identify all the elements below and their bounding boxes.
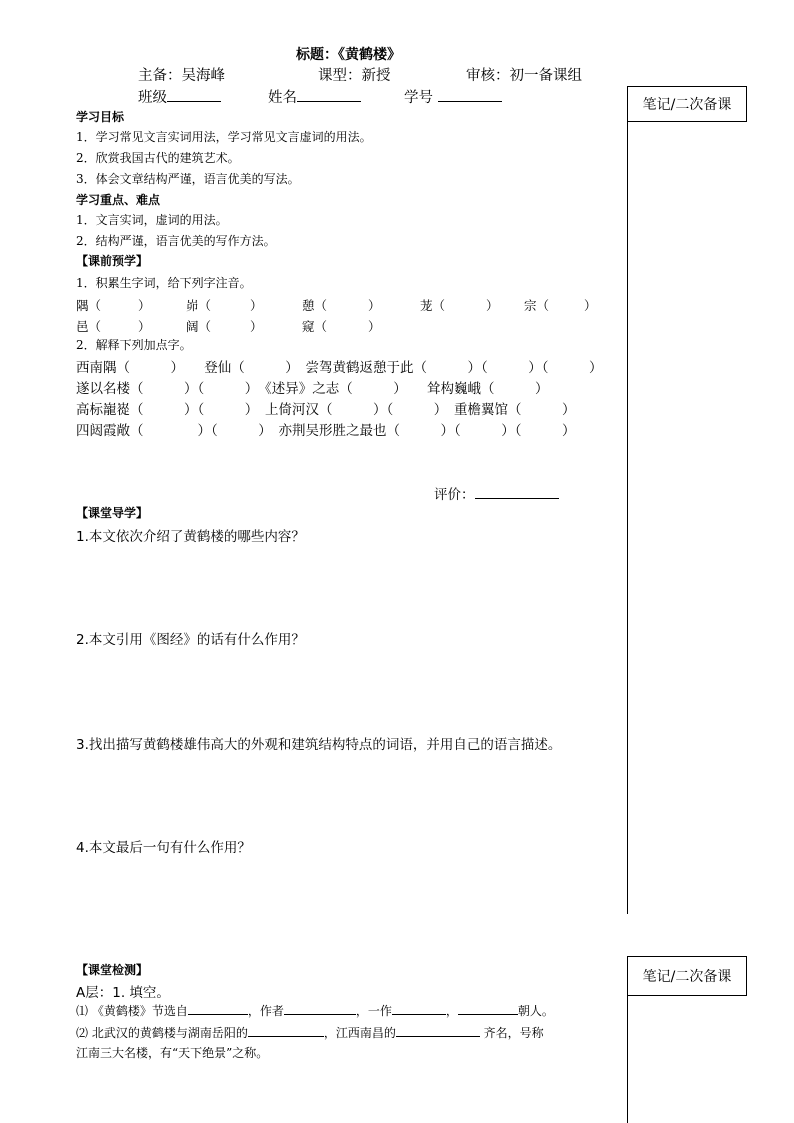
fill-blank[interactable] <box>392 1002 446 1015</box>
goal-item: 1．学习常见文言实词用法，学习常见文言虚词的用法。 <box>76 130 372 144</box>
eval-field <box>434 483 559 503</box>
fill-blank[interactable] <box>284 1002 356 1015</box>
fill-blank[interactable] <box>248 1024 324 1037</box>
fill-text: 朝人。 <box>517 1004 554 1018</box>
pinyin-char: 憩（ <box>302 298 328 313</box>
fill-text: ， <box>445 1004 458 1018</box>
pinyin-char: 峁（ <box>186 298 212 313</box>
fill-line-2 <box>76 1024 544 1041</box>
keypoints-heading: 学习重点、难点 <box>76 193 161 207</box>
keypoint-item: 2．结构严谨，语言优美的写作方法。 <box>76 234 276 248</box>
fill-text: ⑵ 北武汉的黄鹤楼与湖南岳阳的 <box>76 1026 248 1040</box>
explain-line: 四闼霞敞（ ）（ ） 亦荆吴形胜之最也（ ）（ ）（ ） <box>76 423 576 439</box>
pinyin-close: ） <box>584 298 597 313</box>
pinyin-char: 窥（ <box>302 319 328 334</box>
fill-blank[interactable] <box>188 1002 248 1015</box>
pinyin-close: ） <box>138 319 151 334</box>
pinyin-char: 茏（ <box>420 298 446 313</box>
fill-text: ，作者 <box>247 1004 284 1018</box>
pinyin-close: ） <box>368 298 381 313</box>
id-field <box>404 86 502 107</box>
check-level: A层：1. 填空。 <box>76 985 170 1001</box>
notes-column-line-bottom <box>627 996 628 1123</box>
goal-item: 2．欣赏我国古代的建筑艺术。 <box>76 151 240 165</box>
guide-heading: 【课堂导学】 <box>76 506 149 520</box>
notes-box-bottom <box>627 956 747 996</box>
guide-question: 2.本文引用《图经》的话有什么作用？ <box>76 632 305 648</box>
preview-q1: 1．积累生字词，给下列字注音。 <box>76 276 252 290</box>
id-blank[interactable] <box>438 89 502 102</box>
goal-item: 3．体会文章结构严谨，语言优美的写法。 <box>76 172 300 186</box>
pinyin-char: 隅（ <box>76 298 102 313</box>
pinyin-close: ） <box>250 319 263 334</box>
pinyin-close: ） <box>138 298 151 313</box>
check-heading: 【课堂检测】 <box>76 963 149 977</box>
explain-line: 遂以名楼（ ）（ ） 《述异》之志（ ） 耸构巍峨（ ） <box>76 381 549 397</box>
name-blank[interactable] <box>297 89 361 102</box>
guide-question: 3.找出描写黄鹤楼雄伟高大的外观和建筑结构特点的词语，并用自己的语言描述。 <box>76 737 562 753</box>
fill-blank[interactable] <box>458 1002 518 1015</box>
eval-label: 评价： <box>434 487 475 503</box>
lesson-type-label: 课型：新授 <box>318 68 391 84</box>
fill-blank[interactable] <box>396 1024 480 1037</box>
fill-text: ，一作 <box>355 1004 392 1018</box>
guide-question: 4.本文最后一句有什么作用？ <box>76 840 251 856</box>
notes-label: 笔记/二次备课 <box>642 969 732 985</box>
pinyin-close: ） <box>486 298 499 313</box>
notes-column-line-top <box>627 122 628 914</box>
fill-line-3: 江南三大名楼，有“天下绝景”之称。 <box>76 1046 269 1060</box>
class-blank[interactable] <box>167 89 221 102</box>
goals-heading: 学习目标 <box>76 110 125 124</box>
page-title: 标题：《黄鹤楼》 <box>296 47 401 63</box>
fill-line-1 <box>76 1002 554 1019</box>
explain-line: 高标巃嵸（ ）（ ） 上倚河汉（ ）（ ） 重檐翼馆（ ） <box>76 402 576 418</box>
pinyin-char: 宗（ <box>524 298 550 313</box>
keypoint-item: 1．文言实词，虚词的用法。 <box>76 213 228 227</box>
fill-text: ⑴ 《黄鹤楼》节选自 <box>76 1004 188 1018</box>
name-field <box>268 86 361 107</box>
fill-text: 齐名，号称 <box>483 1026 544 1040</box>
review-label: 审核：初一备课组 <box>466 68 582 84</box>
preview-q2: 2．解释下列加点字。 <box>76 338 192 352</box>
eval-blank[interactable] <box>475 486 559 499</box>
fill-text: ，江西南昌的 <box>323 1026 396 1040</box>
guide-question: 1.本文依次介绍了黄鹤楼的哪些内容？ <box>76 529 305 545</box>
class-field <box>138 86 221 107</box>
preview-heading: 【课前预学】 <box>76 254 149 268</box>
pinyin-char: 邑（ <box>76 319 102 334</box>
id-label: 学号 <box>404 90 433 106</box>
pinyin-close: ） <box>368 319 381 334</box>
pinyin-close: ） <box>250 298 263 313</box>
notes-box-top <box>627 86 747 122</box>
host-label: 主备：吴海峰 <box>138 68 225 84</box>
class-label: 班级 <box>138 90 167 106</box>
explain-line: 西南隅（ ） 登仙（ ） 尝驾黄鹤返憩于此（ ）（ ）（ ） <box>76 360 603 376</box>
notes-label: 笔记/二次备课 <box>642 97 732 113</box>
pinyin-char: 阔（ <box>186 319 212 334</box>
name-label: 姓名 <box>268 90 297 106</box>
